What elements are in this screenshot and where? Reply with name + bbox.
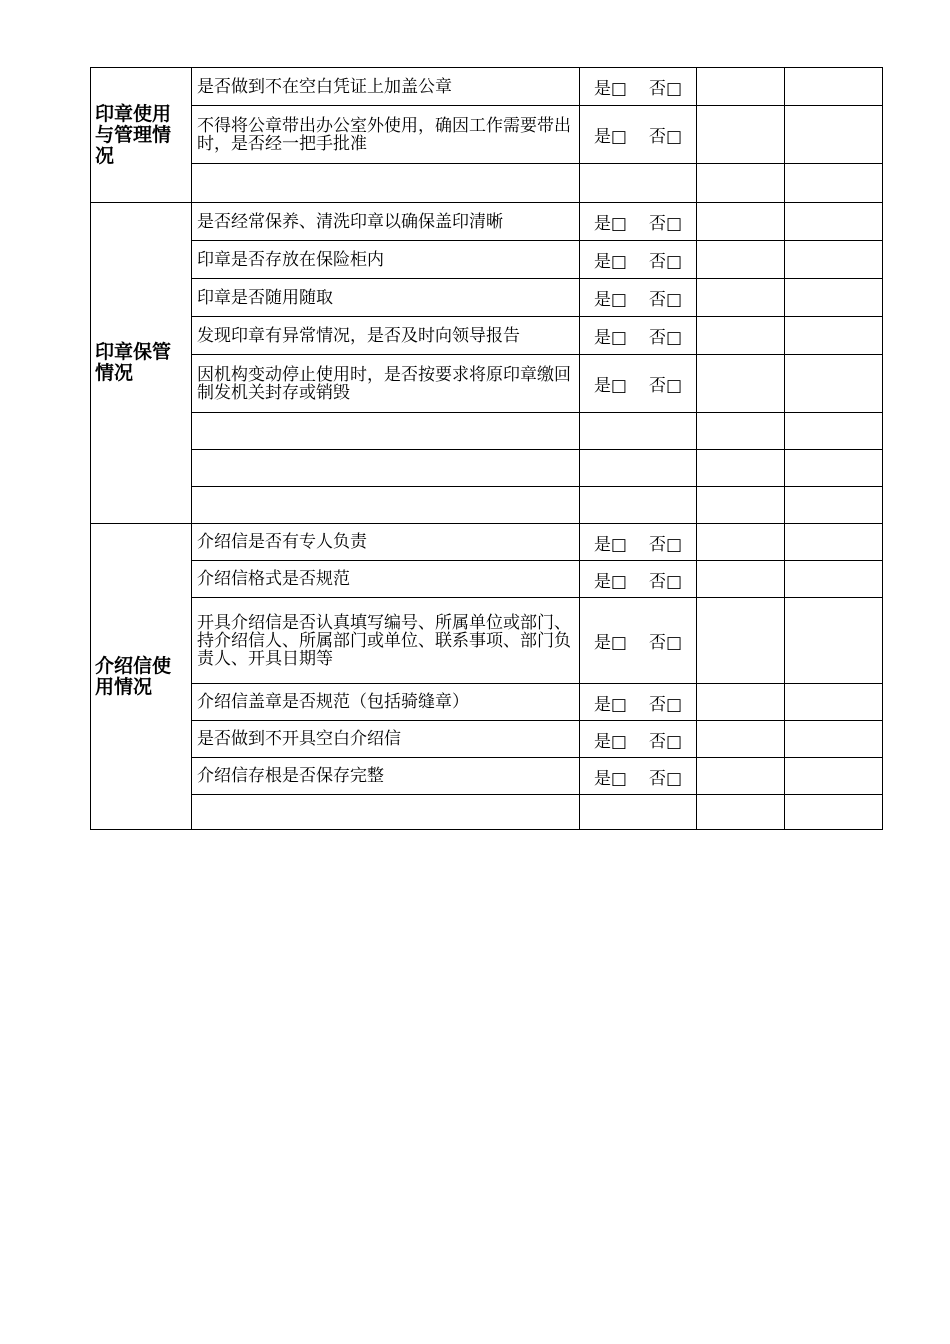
- yes-no-cell[interactable]: [580, 164, 697, 203]
- blank-cell[interactable]: [697, 561, 785, 598]
- yes-checkbox[interactable]: 是□: [593, 290, 627, 310]
- yes-no-cell[interactable]: [580, 241, 697, 279]
- table-row: [91, 795, 883, 830]
- check-item: 是否做到不在空白凭证上加盖公章: [192, 68, 580, 106]
- no-checkbox[interactable]: 否□: [649, 252, 683, 272]
- inspection-table: [90, 67, 883, 830]
- blank-cell[interactable]: [785, 203, 883, 241]
- blank-cell[interactable]: [697, 355, 785, 413]
- table-row: [91, 598, 883, 684]
- table-row: [91, 106, 883, 164]
- table-row: [91, 317, 883, 355]
- check-item: 是否做到不开具空白介绍信: [192, 721, 580, 758]
- table-row: [91, 164, 883, 203]
- table-row: [91, 561, 883, 598]
- yes-no-cell[interactable]: [580, 795, 697, 830]
- blank-cell[interactable]: [697, 758, 785, 795]
- section-title: 印章使用与管理情况: [91, 68, 192, 203]
- section-title: 印章保管情况: [91, 203, 192, 524]
- table-row: [91, 758, 883, 795]
- blank-cell[interactable]: [697, 279, 785, 317]
- yes-checkbox[interactable]: 是□: [593, 731, 627, 752]
- no-checkbox[interactable]: 否□: [649, 328, 683, 348]
- check-item: 因机构变动停止使用时，是否按要求将原印章缴回制发机关封存或销毁: [192, 355, 580, 413]
- blank-cell[interactable]: [697, 524, 785, 561]
- blank-cell[interactable]: [697, 317, 785, 355]
- no-checkbox[interactable]: 否□: [649, 376, 683, 396]
- no-checkbox[interactable]: 否□: [649, 290, 683, 310]
- section-title: 介绍信使用情况: [91, 524, 192, 830]
- yes-checkbox[interactable]: 是□: [593, 328, 627, 348]
- yes-checkbox[interactable]: 是□: [593, 694, 627, 715]
- table-row: [91, 413, 883, 450]
- table-row: [91, 355, 883, 413]
- blank-cell[interactable]: [697, 68, 785, 106]
- check-item: [192, 413, 580, 450]
- check-item: 介绍信盖章是否规范（包括骑缝章）: [192, 684, 580, 721]
- blank-cell[interactable]: [785, 598, 883, 684]
- check-item: [192, 164, 580, 203]
- check-item: 不得将公章带出办公室外使用，确因工作需要带出时，是否经一把手批准: [192, 106, 580, 164]
- blank-cell[interactable]: [697, 413, 785, 450]
- blank-cell[interactable]: [785, 561, 883, 598]
- blank-cell[interactable]: [785, 279, 883, 317]
- no-checkbox[interactable]: 否□: [649, 534, 683, 555]
- yes-no-cell[interactable]: [580, 598, 697, 684]
- yes-no-cell[interactable]: [580, 684, 697, 721]
- blank-cell[interactable]: [697, 795, 785, 830]
- table-row: [91, 684, 883, 721]
- check-item: 是否经常保养、清洗印章以确保盖印清晰: [192, 203, 580, 241]
- yes-no-cell[interactable]: [580, 450, 697, 487]
- yes-checkbox[interactable]: 是□: [593, 127, 627, 147]
- yes-checkbox[interactable]: 是□: [593, 214, 627, 234]
- yes-no-cell[interactable]: [580, 487, 697, 524]
- blank-cell[interactable]: [785, 413, 883, 450]
- yes-no-cell[interactable]: [580, 524, 697, 561]
- blank-cell[interactable]: [785, 164, 883, 203]
- table-row: [91, 450, 883, 487]
- table-row: [91, 241, 883, 279]
- no-checkbox[interactable]: 否□: [649, 571, 683, 592]
- no-checkbox[interactable]: 否□: [649, 79, 683, 99]
- no-checkbox[interactable]: 否□: [649, 694, 683, 715]
- yes-no-cell[interactable]: [580, 317, 697, 355]
- check-item: [192, 795, 580, 830]
- blank-cell[interactable]: [697, 164, 785, 203]
- blank-cell[interactable]: [697, 450, 785, 487]
- blank-cell[interactable]: [785, 524, 883, 561]
- blank-cell[interactable]: [785, 317, 883, 355]
- check-item: 印章是否存放在保险柜内: [192, 241, 580, 279]
- table-row: [91, 203, 883, 241]
- blank-cell[interactable]: [697, 721, 785, 758]
- yes-checkbox[interactable]: 是□: [593, 252, 627, 272]
- blank-cell[interactable]: [785, 721, 883, 758]
- blank-cell[interactable]: [697, 598, 785, 684]
- blank-cell[interactable]: [785, 68, 883, 106]
- no-checkbox[interactable]: 否□: [649, 731, 683, 752]
- yes-no-cell[interactable]: [580, 758, 697, 795]
- table-row: [91, 721, 883, 758]
- blank-cell[interactable]: [697, 203, 785, 241]
- yes-no-cell[interactable]: [580, 721, 697, 758]
- table-row: [91, 524, 883, 561]
- no-checkbox[interactable]: 否□: [649, 127, 683, 147]
- blank-cell[interactable]: [785, 795, 883, 830]
- check-item: 印章是否随用随取: [192, 279, 580, 317]
- blank-cell[interactable]: [785, 684, 883, 721]
- yes-checkbox[interactable]: 是□: [593, 768, 627, 789]
- check-item: [192, 487, 580, 524]
- yes-checkbox[interactable]: 是□: [593, 633, 627, 653]
- yes-no-cell[interactable]: [580, 203, 697, 241]
- blank-cell[interactable]: [785, 355, 883, 413]
- yes-checkbox[interactable]: 是□: [593, 79, 627, 99]
- yes-no-cell[interactable]: [580, 279, 697, 317]
- yes-checkbox[interactable]: 是□: [593, 376, 627, 396]
- yes-no-cell[interactable]: [580, 68, 697, 106]
- yes-no-cell[interactable]: [580, 413, 697, 450]
- table-row: [91, 487, 883, 524]
- table-row: [91, 279, 883, 317]
- no-checkbox[interactable]: 否□: [649, 768, 683, 789]
- yes-checkbox[interactable]: 是□: [593, 534, 627, 555]
- check-item: [192, 450, 580, 487]
- blank-cell[interactable]: [697, 684, 785, 721]
- check-item: 介绍信格式是否规范: [192, 561, 580, 598]
- blank-cell[interactable]: [785, 106, 883, 164]
- blank-cell[interactable]: [785, 758, 883, 795]
- yes-no-cell[interactable]: [580, 106, 697, 164]
- blank-cell[interactable]: [785, 487, 883, 524]
- table-row: [91, 68, 883, 106]
- blank-cell[interactable]: [697, 241, 785, 279]
- yes-no-cell[interactable]: [580, 355, 697, 413]
- check-item: 介绍信存根是否保存完整: [192, 758, 580, 795]
- yes-no-cell[interactable]: [580, 561, 697, 598]
- blank-cell[interactable]: [697, 487, 785, 524]
- no-checkbox[interactable]: 否□: [649, 214, 683, 234]
- blank-cell[interactable]: [697, 106, 785, 164]
- no-checkbox[interactable]: 否□: [649, 633, 683, 653]
- check-item: 介绍信是否有专人负责: [192, 524, 580, 561]
- check-item: 开具介绍信是否认真填写编号、所属单位或部门、持介绍信人、所属部门或单位、联系事项、部门负责人、开具日期等: [192, 598, 580, 684]
- blank-cell[interactable]: [785, 241, 883, 279]
- check-item: 发现印章有异常情况，是否及时向领导报告: [192, 317, 580, 355]
- blank-cell[interactable]: [785, 450, 883, 487]
- yes-checkbox[interactable]: 是□: [593, 571, 627, 592]
